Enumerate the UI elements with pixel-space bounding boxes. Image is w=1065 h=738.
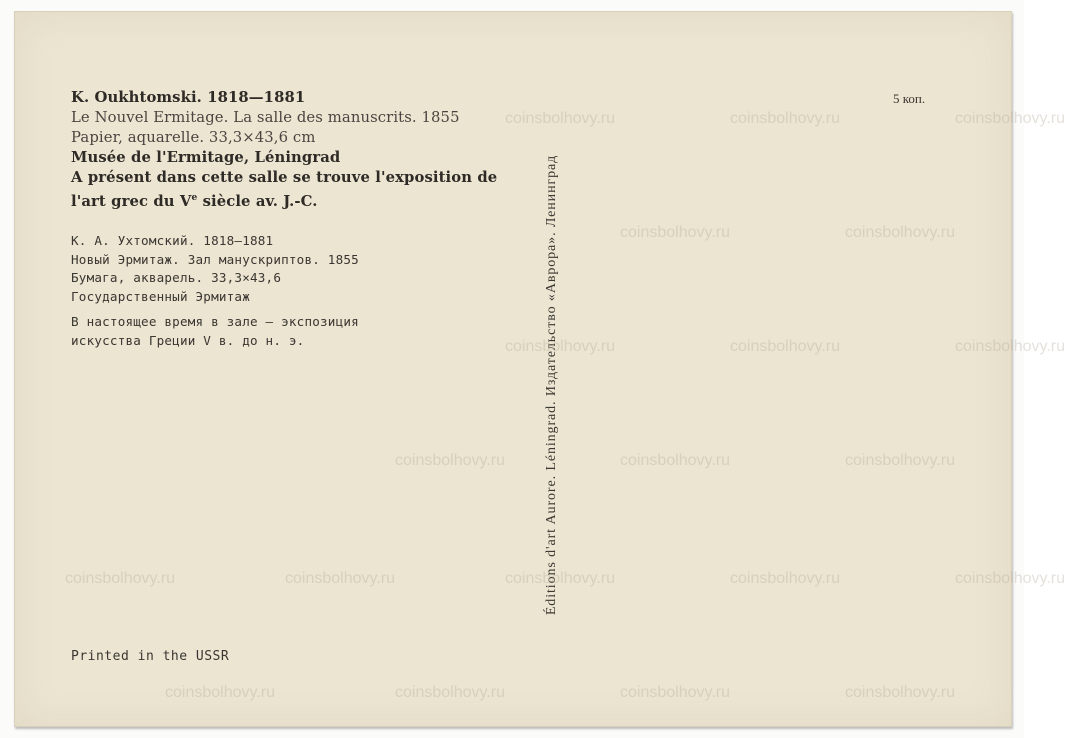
watermark: coinsbolhovy.ru	[285, 570, 395, 587]
publisher-divider	[536, 70, 568, 700]
watermark: coinsbolhovy.ru	[955, 570, 1065, 587]
watermark: coinsbolhovy.ru	[620, 684, 730, 701]
watermark: coinsbolhovy.ru	[730, 338, 840, 355]
printed-in-label: Printed in the USSR	[71, 649, 230, 664]
french-artist: K. Oukhtomski. 1818—1881	[71, 89, 306, 106]
postcard-back	[14, 11, 1065, 727]
french-title: Le Nouvel Ermitage. La salle des manuscrits. 1855	[71, 109, 460, 126]
price-label: 5 коп.	[893, 91, 926, 106]
watermark: coinsbolhovy.ru	[730, 110, 840, 127]
watermark: coinsbolhovy.ru	[620, 224, 730, 241]
watermark: coinsbolhovy.ru	[955, 110, 1065, 127]
watermark: coinsbolhovy.ru	[845, 684, 955, 701]
publisher-imprint: Éditions d'art Aurore. Léningrad. Издательство «Аврора». Ленинград	[544, 154, 559, 616]
watermark: coinsbolhovy.ru	[620, 452, 730, 469]
french-caption	[71, 88, 497, 212]
watermark: coinsbolhovy.ru	[395, 684, 505, 701]
watermark: coinsbolhovy.ru	[65, 570, 175, 587]
watermark: coinsbolhovy.ru	[165, 684, 275, 701]
russian-museum: Государственный Эрмитаж	[71, 288, 250, 304]
russian-medium: Бумага, акварель. 33,3×43,6	[71, 270, 282, 285]
watermark: coinsbolhovy.ru	[955, 338, 1065, 355]
watermark: coinsbolhovy.ru	[505, 338, 615, 355]
watermark: coinsbolhovy.ru	[395, 452, 505, 469]
watermark: coinsbolhovy.ru	[845, 452, 955, 469]
russian-note-line1: В настоящее время в зале — экспозиция	[71, 314, 359, 329]
watermark: coinsbolhovy.ru	[730, 570, 840, 587]
russian-artist: К. А. Ухтомский. 1818—1881	[71, 233, 274, 248]
watermark: coinsbolhovy.ru	[845, 224, 955, 241]
russian-title: Новый Эрмитаж. Зал манускриптов. 1855	[71, 251, 359, 267]
russian-caption	[71, 232, 359, 350]
watermark: coinsbolhovy.ru	[505, 110, 615, 127]
french-note-line1: A présent dans cette salle se trouve l'exposition de	[71, 169, 498, 186]
russian-note-line2: искусства Греции V в. до н. э.	[71, 332, 305, 348]
french-museum: Musée de l'Ermitage, Léningrad	[71, 149, 341, 166]
french-medium: Papier, aquarelle. 33,3×43,6 cm	[71, 129, 316, 146]
french-note-line2: l'art grec du Ve siècle av. J.-C.	[71, 192, 318, 210]
watermark: coinsbolhovy.ru	[505, 570, 615, 587]
